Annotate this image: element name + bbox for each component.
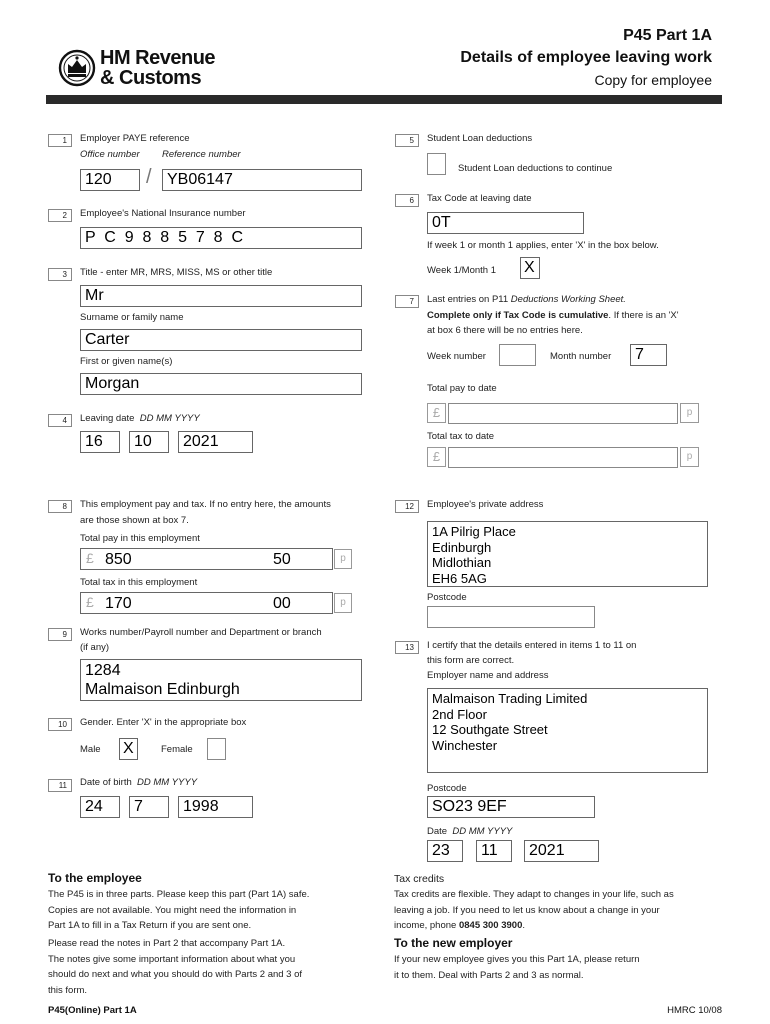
box-number-9: 9 — [48, 628, 72, 641]
box-9-label-line-2: (if any) — [80, 642, 110, 653]
address-line: 1A Pilrig Place — [432, 524, 516, 539]
certify-date-month[interactable]: 11 — [476, 840, 512, 862]
box-number-5: 5 — [395, 134, 419, 147]
header-rule — [46, 95, 722, 104]
box-7-label — [427, 294, 626, 306]
page-title: Details of employee leaving work — [460, 49, 712, 66]
total-pay-employment-field[interactable] — [80, 548, 333, 570]
leaving-date-format: DD MM YYYY — [139, 413, 200, 424]
employer-postcode-label: Postcode — [427, 783, 467, 794]
pence-marker: p — [680, 447, 699, 467]
week1-month1-checkbox[interactable]: X — [520, 257, 540, 279]
text-line: Tax credits are flexible. They adapt to changes in your life, such as — [394, 889, 674, 900]
box-9-label-line-1: Works number/Payroll number and Department or branch — [80, 627, 322, 638]
box-8-label-line-1: This employment pay and tax. If no entry here, the amounts — [80, 499, 331, 510]
hmrc-logo — [58, 46, 238, 90]
box-8-label-line-2: are those shown at box 7. — [80, 515, 189, 526]
text-line: it to them. Deal with Parts 2 and 3 as normal. — [394, 969, 584, 981]
box-number-11: 11 — [48, 779, 72, 792]
first-name-label: First or given name(s) — [80, 356, 173, 367]
female-label: Female — [161, 744, 193, 755]
surname-field[interactable]: Carter — [80, 329, 362, 351]
dob-format: DD MM YYYY — [137, 777, 198, 788]
week1-note: If week 1 or month 1 applies, enter 'X' in the box below. — [427, 240, 659, 251]
copy-note: Copy for employee — [594, 72, 712, 88]
office-number-field[interactable]: 120 — [80, 169, 140, 191]
form-name: P45 Part 1A — [623, 27, 712, 44]
tax-pence-value: 00 — [273, 595, 291, 612]
address-line: Edinburgh — [432, 539, 492, 555]
text-line: leaving a job. If you need to let us know about a change in your — [394, 904, 660, 916]
student-loan-continue-label: Student Loan deductions to continue — [458, 163, 613, 174]
male-checkbox[interactable]: X — [119, 738, 138, 760]
to-employee-paragraph-2 — [48, 936, 368, 998]
pence-marker: p — [680, 403, 699, 423]
box-4-label — [80, 413, 200, 425]
total-pay-to-date-field[interactable] — [448, 403, 678, 424]
cumulative-note-bold: Complete only if Tax Code is cumulative — [427, 310, 609, 321]
male-label: Male — [80, 744, 101, 755]
total-pay-employment-label: Total pay in this employment — [80, 533, 200, 544]
title-field[interactable]: Mr — [80, 285, 362, 307]
text-line: Part 1A to fill in a Tax Return if you are sent one. — [48, 920, 252, 932]
dob-day[interactable]: 24 — [80, 796, 120, 818]
pay-pence-value: 50 — [273, 551, 291, 568]
employer-address-line: 12 Southgate Street — [432, 722, 548, 737]
box-6-label: Tax Code at leaving date — [427, 193, 532, 204]
dob-label: Date of birth — [80, 777, 132, 788]
reference-number-field[interactable]: YB06147 — [162, 169, 362, 191]
box-number-12: 12 — [395, 500, 419, 513]
week-number-field[interactable] — [499, 344, 536, 366]
tax-credits-heading: Tax credits — [394, 873, 445, 885]
text-line: Copies are not available. You might need the information in — [48, 904, 297, 916]
box-13-label-line-1: I certify that the details entered in items 1 to 11 on — [427, 640, 637, 651]
employer-name-address-label: Employer name and address — [427, 670, 549, 681]
box-3-label: Title - enter MR, MRS, MISS, MS or other title — [80, 267, 273, 278]
week1-month1-label: Week 1/Month 1 — [427, 265, 497, 276]
logo-line-2: & Customs — [100, 67, 202, 89]
box-13-label-line-2: this form are correct. — [427, 655, 515, 666]
pound-sign: £ — [86, 550, 94, 566]
to-employee-paragraph-1 — [48, 887, 368, 934]
certify-date-year[interactable]: 2021 — [524, 840, 599, 862]
works-number-line-1: 1284 — [85, 662, 121, 679]
box-number-1: 1 — [48, 134, 72, 147]
female-checkbox[interactable] — [207, 738, 226, 760]
month-number-field[interactable]: 7 — [630, 344, 667, 366]
leaving-date-year[interactable]: 2021 — [178, 431, 253, 453]
text-line: The notes give some important information about what you — [48, 953, 296, 965]
text-line: If your new employee gives you this Part 1A, please return — [394, 954, 640, 965]
box-7-label-italic: Deductions Working Sheet. — [510, 294, 626, 305]
pound-sign: £ — [427, 403, 446, 423]
crown-crest-icon — [58, 48, 96, 88]
certify-date-format: DD MM YYYY — [452, 826, 513, 837]
box-number-7: 7 — [395, 295, 419, 308]
leaving-date-label: Leaving date — [80, 413, 135, 424]
box-5-label: Student Loan deductions — [427, 133, 533, 144]
private-address-field[interactable] — [427, 521, 708, 587]
tax-credits-phone: 0845 300 3900 — [458, 920, 523, 932]
dob-month[interactable]: 7 — [129, 796, 169, 818]
leaving-date-day[interactable]: 16 — [80, 431, 120, 453]
tax-code-field[interactable]: 0T — [427, 212, 584, 234]
pound-sign: £ — [86, 594, 94, 610]
total-tax-to-date-field[interactable] — [448, 447, 678, 468]
month-number-label: Month number — [550, 351, 612, 362]
total-tax-employment-field[interactable] — [80, 592, 333, 614]
new-employer-heading: To the new employer — [394, 936, 513, 950]
date-label — [427, 826, 512, 838]
box-number-3: 3 — [48, 268, 72, 281]
text-fragment: income, phone — [394, 920, 459, 932]
box-7-note-line-1 — [427, 310, 679, 322]
total-tax-employment-label: Total tax in this employment — [80, 577, 198, 588]
employer-address-field[interactable] — [427, 688, 708, 773]
student-loan-checkbox[interactable] — [427, 153, 446, 175]
works-number-field[interactable] — [80, 659, 362, 701]
pay-pounds-value: 850 — [105, 551, 132, 568]
works-number-line-2: Malmaison Edinburgh — [85, 681, 240, 698]
surname-label: Surname or family name — [80, 312, 184, 323]
total-pay-to-date-label: Total pay to date — [427, 383, 497, 394]
reference-separator: / — [146, 166, 152, 188]
employee-postcode-label: Postcode — [427, 592, 467, 603]
hmrc-reference: HMRC 10/08 — [667, 1005, 722, 1016]
text-line: should do next and what you should do with Parts 2 and 3 of — [48, 969, 303, 981]
employer-address-line: 2nd Floor — [432, 706, 487, 722]
box-number-6: 6 — [395, 194, 419, 207]
text-line: Please read the notes in Part 2 that accompany Part 1A. — [48, 938, 286, 949]
logo-line-1: HM Revenue — [100, 47, 216, 69]
office-number-label: Office number — [80, 149, 140, 160]
form-reference: P45(Online) Part 1A — [48, 1005, 137, 1016]
address-line: Midlothian — [432, 555, 492, 570]
tax-credits-paragraph — [394, 887, 724, 934]
employer-address-line: Winchester — [432, 737, 498, 753]
box-12-label: Employee's private address — [427, 499, 544, 510]
certify-date-day[interactable]: 23 — [427, 840, 463, 862]
reference-number-label: Reference number — [162, 149, 241, 160]
pence-marker: p — [334, 593, 352, 613]
box-number-2: 2 — [48, 209, 72, 222]
box-2-label: Employee's National Insurance number — [80, 208, 246, 219]
box-number-8: 8 — [48, 500, 72, 513]
text-fragment: . — [522, 920, 526, 932]
tax-pounds-value: 170 — [105, 595, 132, 612]
text-line — [394, 918, 724, 934]
box-7-note-line-2: at box 6 there will be no entries here. — [427, 325, 583, 336]
box-11-label — [80, 777, 197, 789]
pound-sign: £ — [427, 447, 446, 467]
box-number-4: 4 — [48, 414, 72, 427]
to-employee-heading: To the employee — [48, 871, 142, 885]
box-number-13: 13 — [395, 641, 419, 654]
employer-postcode-field[interactable]: SO23 9EF — [427, 796, 595, 818]
box-7-label-prefix: Last entries on P11 — [427, 294, 511, 305]
total-tax-to-date-label: Total tax to date — [427, 431, 495, 442]
ni-number-field[interactable]: P C 9 8 8 5 7 8 C — [80, 227, 362, 249]
address-line: EH6 5AG — [432, 570, 487, 586]
week-number-label: Week number — [427, 351, 486, 362]
pence-marker: p — [334, 549, 352, 569]
first-name-field[interactable]: Morgan — [80, 373, 362, 395]
box-10-label: Gender. Enter 'X' in the appropriate box — [80, 717, 247, 728]
box-1-label: Employer PAYE reference — [80, 133, 190, 144]
employer-address-line: Malmaison Trading Limited — [432, 691, 588, 706]
employee-postcode-field[interactable] — [427, 606, 595, 628]
leaving-date-month[interactable]: 10 — [129, 431, 169, 453]
certify-date-label: Date — [427, 826, 448, 837]
cumulative-note-rest: . If there is an 'X' — [608, 310, 679, 321]
dob-year[interactable]: 1998 — [178, 796, 253, 818]
text-line: this form. — [48, 984, 88, 996]
box-number-10: 10 — [48, 718, 72, 731]
new-employer-paragraph — [394, 952, 724, 983]
text-line: The P45 is in three parts. Please keep this part (Part 1A) safe. — [48, 889, 310, 900]
